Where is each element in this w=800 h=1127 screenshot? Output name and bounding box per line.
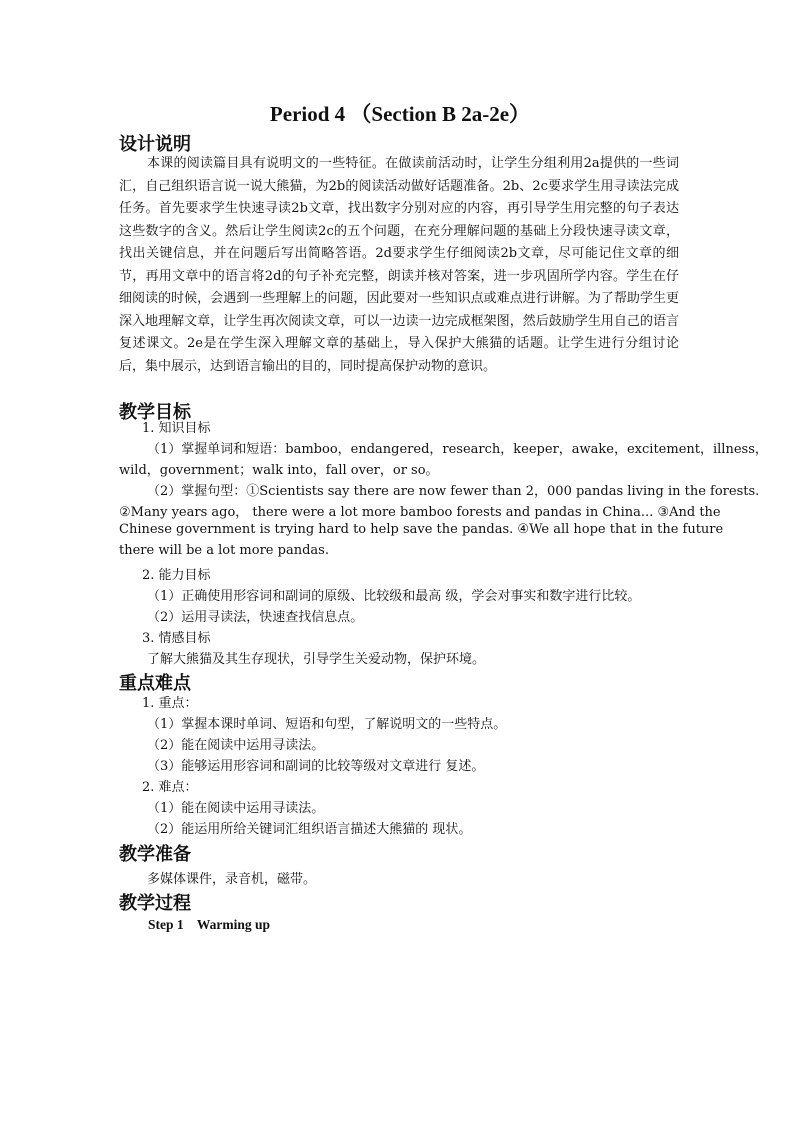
knowledge-objectives-heading: 1. 知识目标 [142,421,211,436]
vocab-line: （1）掌握单词和短语：bamboo，endangered，research，keeper，awake，excitement，illness， [147,442,768,457]
ability-item: （2）运用寻读法，快速查找信息点。 [147,610,364,625]
page-title: Period 4 （Section B 2a-2e） [269,102,531,126]
section-heading-process: 教学过程 [119,893,191,914]
key-points-heading: 1. 重点： [142,696,198,711]
key-point-item: （3）能够运用形容词和副词的比较等级对文章进行 复述。 [147,759,485,774]
emotion-objectives-heading: 3. 情感目标 [142,631,211,646]
preparation-text: 多媒体课件，录音机，磁带。 [147,872,317,887]
section-heading-keypoints: 重点难点 [119,673,191,694]
section-heading-objectives: 教学目标 [119,402,191,423]
section-heading-design: 设计说明 [119,134,191,155]
vocab-line: wild，government；walk into，fall over，or so。 [119,463,439,478]
step-heading: Step 1 Warming up [148,917,271,932]
section-heading-preparation: 教学准备 [119,844,191,865]
sentence-line: Chinese government is trying hard to help save the pandas. ④We all hope that in the future [119,522,724,537]
difficulties-heading: 2. 难点： [142,780,198,795]
difficulty-item: （2）能运用所给关键词汇组织语言描述大熊猫的 现状。 [147,822,472,837]
ability-item: （1）正确使用形容词和副词的原级、比较级和最高 级，学会对事实和数字进行比较。 [147,589,641,604]
sentence-line: ②Many years ago， there were a lot more bamboo forests and pandas in China... ③And the [119,505,721,520]
difficulty-item: （1）能在阅读中运用寻读法。 [147,801,325,816]
ability-objectives-heading: 2. 能力目标 [142,568,211,583]
sentence-line: there will be a lot more pandas. [119,543,329,558]
design-paragraph: 本课的阅读篇目具有说明文的一些特征。在做读前活动时，让学生分组利用2a提供的一些词汇，自己组织语言说一说大熊猫，为2b的阅读活动做好话题准备。2b、2c要求学生用寻读法完成任务。首先要求学生快速寻读2b文章，找出数字分别对应的内容，再引导学生用完整的句子表达这些数字的含义。然后让学生阅读2c的五个问题，在充分理解问题的基础上分段快速寻读文章，找出关键信息，并在问题后写出简略答语。2d要求学生仔细阅读2b文章，尽可能记住文章的细节，再用文章中的语言将2d的句子补充完整，朗读并核对答案，进一步巩固所学内容。学生在仔细阅读的时候，会遇到一些理解上的问题，因此要对一些知识点或难点进行讲解。为了帮助学生更深入地理解文章，让学生再次阅读文章，可以一边读一边完成框架图，然后鼓励学生用自己的语言复述课文。2e是在学生深入理解文章的基础上，导入保护大熊猫的话题。让学生进行分组讨论后，集中展示，达到语言输出的目的，同时提高保护动物的意识。 [119,156,679,374]
key-point-item: （2）能在阅读中运用寻读法。 [147,738,325,753]
emotion-item: 了解大熊猫及其生存现状，引导学生关爱动物，保护环境。 [147,652,486,667]
sentence-line: （2）掌握句型：①Scientists say there are now fewer than 2，000 pandas living in the forests. [147,484,760,499]
key-point-item: （1）掌握本课时单词、短语和句型，了解说明文的一些特点。 [147,717,507,732]
